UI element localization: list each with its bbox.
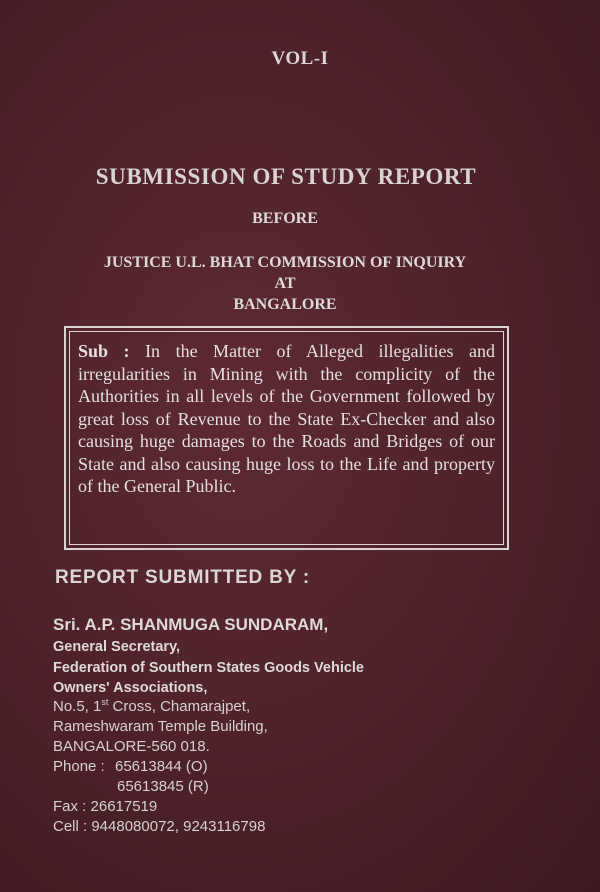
cell-numbers: Cell : 9448080072, 9243116798 bbox=[53, 818, 266, 835]
address-sup: st bbox=[101, 697, 109, 707]
address-line-1 bbox=[53, 697, 268, 717]
subject-label: Sub : bbox=[78, 341, 130, 361]
subject-box-inner bbox=[69, 331, 504, 545]
fax-number: Fax : 26617519 bbox=[53, 798, 158, 815]
address-suffix: Cross, Chamarajpet, bbox=[108, 698, 251, 715]
report-title: SUBMISSION OF STUDY REPORT bbox=[95, 164, 477, 189]
phone-residence: 65613845 (R) bbox=[117, 778, 209, 795]
submitter-name: Sri. A.P. SHANMUGA SUNDARAM, bbox=[53, 615, 329, 634]
address-line-3: BANGALORE-560 018. bbox=[53, 738, 210, 755]
volume-label: VOL-I bbox=[271, 48, 329, 69]
address-line-2: Rameshwaram Temple Building, bbox=[53, 718, 268, 735]
phone-row bbox=[53, 757, 268, 777]
organization-line-2: Owners' Associations, bbox=[53, 680, 208, 696]
commission-name: JUSTICE U.L. BHAT COMMISSION OF INQUIRY bbox=[103, 254, 467, 271]
subject-text: In the Matter of Alleged illegalities and irregularities in Mining with the complicity of the Authorities in all levels of the Government followed by great loss of Revenue to the State Ex-Checker and also causing huge damages to the Roads and Bridges of our State and also causing huge loss to the Life and property of the General Public. bbox=[78, 341, 496, 496]
submitter-organization bbox=[53, 637, 364, 699]
subject-box bbox=[64, 326, 509, 550]
organization-line-1: Federation of Southern States Goods Vehicle bbox=[53, 659, 364, 676]
submitted-by-heading: REPORT SUBMITTED BY : bbox=[55, 567, 311, 588]
address-prefix: No.5, 1 bbox=[53, 698, 102, 715]
commission-location: BANGALORE bbox=[233, 296, 337, 313]
commission-at: AT bbox=[274, 275, 296, 292]
submitter-designation: General Secretary, bbox=[53, 639, 181, 655]
before-label: BEFORE bbox=[252, 210, 318, 227]
submitter-address bbox=[53, 697, 268, 837]
phone-office: 65613844 (O) bbox=[115, 758, 208, 775]
phone-label: Phone : bbox=[53, 758, 105, 775]
commission-block bbox=[0, 252, 570, 315]
